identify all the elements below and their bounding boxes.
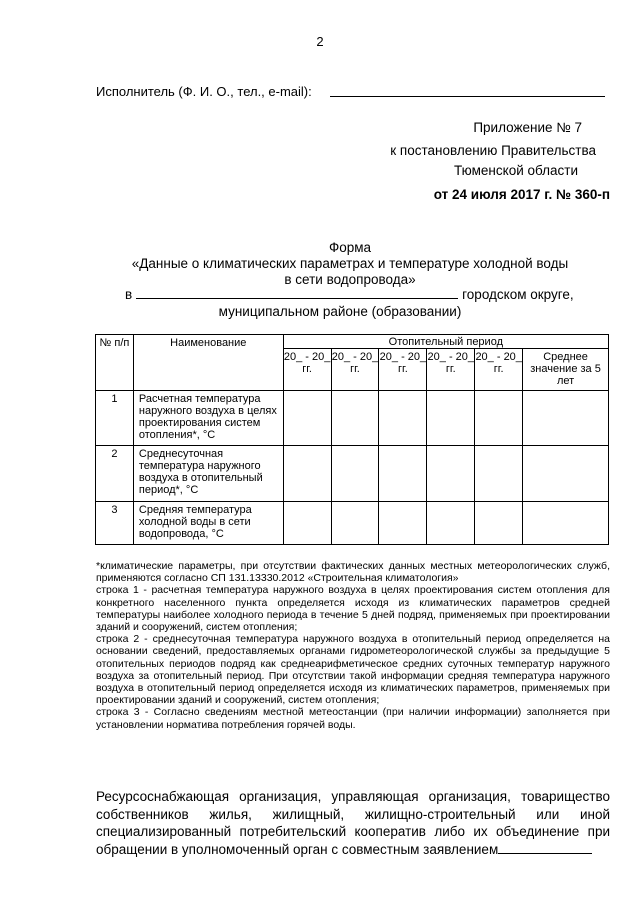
header-average: Среднее значение за 5 лет bbox=[523, 349, 609, 391]
value-cell[interactable] bbox=[331, 391, 379, 446]
row-name: Средняя температура холодной воды в сети водопровода, °С bbox=[133, 502, 283, 545]
applicant-fill-line bbox=[498, 842, 592, 854]
row-num: 3 bbox=[96, 502, 134, 545]
page-number: 2 bbox=[316, 34, 324, 49]
executor-fill-line bbox=[330, 96, 605, 97]
table-row bbox=[96, 502, 609, 545]
applicant-paragraph bbox=[96, 788, 610, 858]
footnotes bbox=[96, 560, 610, 731]
value-cell[interactable] bbox=[427, 502, 475, 545]
value-cell[interactable] bbox=[475, 446, 523, 502]
value-cell[interactable] bbox=[379, 391, 427, 446]
header-year-4: 20_ - 20_ гг. bbox=[427, 349, 475, 391]
value-cell[interactable] bbox=[475, 502, 523, 545]
value-cell[interactable] bbox=[475, 391, 523, 446]
form-subtitle-line2: в сети водопровода» bbox=[284, 272, 416, 287]
value-cell[interactable] bbox=[283, 391, 331, 446]
value-cell[interactable] bbox=[427, 391, 475, 446]
value-cell[interactable] bbox=[331, 502, 379, 545]
header-year-3: 20_ - 20_ гг. bbox=[379, 349, 427, 391]
value-cell[interactable] bbox=[283, 502, 331, 545]
row-num: 1 bbox=[96, 391, 134, 446]
footnote-climate: *климатические параметры, при отсутствии фактических данных местных метеорологических служб, применяются согласно СП 131.13330.2012 «Строительная климатология» bbox=[96, 560, 610, 585]
header-year-1: 20_ - 20_ гг. bbox=[283, 349, 331, 391]
header-period: Отопительный период bbox=[283, 335, 608, 349]
table-row bbox=[96, 391, 609, 446]
value-cell[interactable] bbox=[379, 446, 427, 502]
climate-table bbox=[95, 334, 609, 545]
footnote-row1: строка 1 - расчетная температура наружного воздуха в целях проектирования систем отопления для конкретного населенного пункта определяется исходя из климатических параметров средней температуры наиболее холодного периода в течение 5 дней подряд, применяемых при проектировании зданий и сооружений, систем отопления; bbox=[96, 584, 610, 634]
header-num: № п/п bbox=[96, 335, 134, 391]
applicant-text: Ресурсоснабжающая организация, управляющая организация, товарищество собственников жилья, жилищный, жилищно-строительный или иной специализированный потребительский кооператив либо их объединение при обращении в уполномоченный орган с совместным заявлением bbox=[96, 789, 610, 857]
executor-label: Исполнитель (Ф. И. О., тел., e-mail): bbox=[96, 84, 312, 99]
value-cell[interactable] bbox=[523, 391, 609, 446]
appendix-decree-line2: Тюменской области bbox=[454, 163, 578, 178]
appendix-title: Приложение № 7 bbox=[473, 120, 582, 135]
form-title: Форма bbox=[328, 240, 372, 255]
row-name: Среднесуточная температура наружного воздуха в отопительный период*, °С bbox=[133, 446, 283, 502]
value-cell[interactable] bbox=[523, 446, 609, 502]
municipality-suffix: городском округе, bbox=[462, 287, 574, 302]
row-num: 2 bbox=[96, 446, 134, 502]
appendix-decree-line1: к постановлению Правительства bbox=[390, 143, 596, 158]
footnote-row3: строка 3 - Согласно сведениям местной метеостанции (при наличии информации) заполняется при установлении норматива потребления горячей воды. bbox=[96, 706, 610, 731]
value-cell[interactable] bbox=[523, 502, 609, 545]
table-row bbox=[96, 446, 609, 502]
row-name: Расчетная температура наружного воздуха в целях проектирования систем отопления*, °С bbox=[133, 391, 283, 446]
value-cell[interactable] bbox=[283, 446, 331, 502]
form-subtitle-line1: «Данные о климатических параметрах и температуре холодной воды bbox=[131, 256, 569, 271]
value-cell[interactable] bbox=[427, 446, 475, 502]
municipality-fill-line bbox=[136, 288, 458, 299]
municipality-prefix: в bbox=[125, 287, 133, 302]
appendix-date-line: от 24 июля 2017 г. № 360-п bbox=[433, 187, 610, 202]
header-year-5: 20_ - 20_ гг. bbox=[475, 349, 523, 391]
value-cell[interactable] bbox=[331, 446, 379, 502]
header-year-2: 20_ - 20_ гг. bbox=[331, 349, 379, 391]
municipality-caption: муниципальном районе (образовании) bbox=[218, 304, 462, 319]
header-name: Наименование bbox=[133, 335, 283, 391]
municipality-row bbox=[125, 287, 574, 302]
value-cell[interactable] bbox=[379, 502, 427, 545]
footnote-row2: строка 2 - среднесуточная температура наружного воздуха в отопительный период определяется на основании сведений, предоставляемых органами гидрометеорологической службы за предыдущие 5 отопительных периодов подряд как среднеарифметическое средних суточных температур наружного воздуха за отопительный период. При отсутствии такой информации средняя температура наружного воздуха в отопительный период определяется исходя из климатических параметров, применяемых при проектировании зданий и сооружений, систем отопления; bbox=[96, 633, 610, 707]
